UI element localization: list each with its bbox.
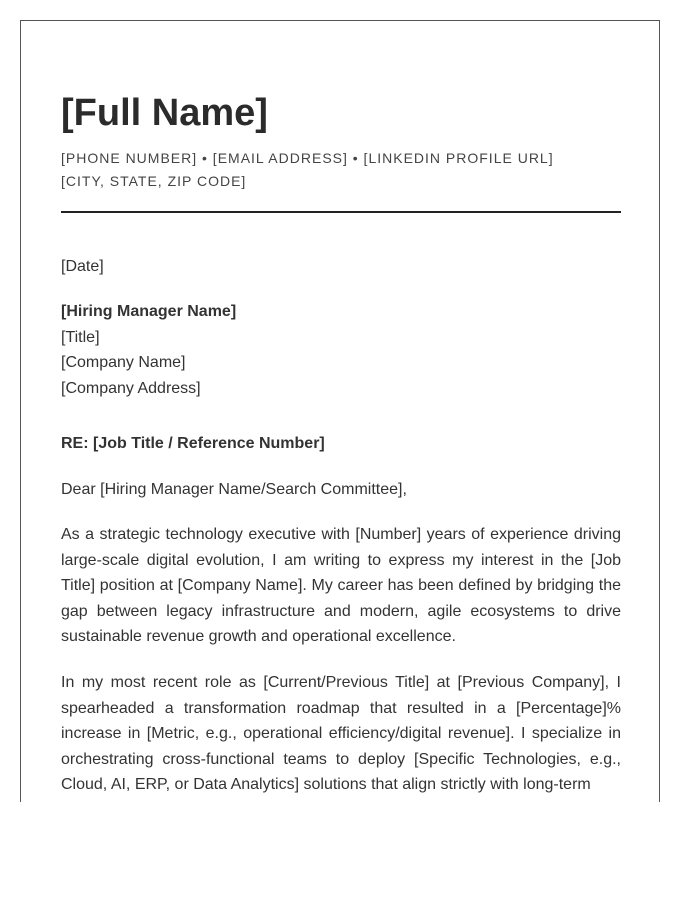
document-page: [20, 20, 660, 802]
body-paragraph-2: [61, 670, 621, 798]
contact-info: [61, 147, 621, 193]
header-divider: [61, 211, 621, 213]
company-address: [Company Address]: [61, 379, 201, 397]
contact-line-1: [PHONE NUMBER] • [EMAIL ADDRESS] • [LINKEDIN PROFILE URL]: [61, 150, 554, 166]
recipient-title: [Title]: [61, 328, 100, 346]
re-line: RE: [Job Title / Reference Number]: [61, 435, 325, 452]
hiring-manager-name: [Hiring Manager Name]: [61, 303, 237, 320]
body-paragraph-1: [61, 522, 621, 650]
paragraph-text: As a strategic technology executive with [Number] years of experience driving large-scale digital evolution, I am writing to express my interest in the [Job Title] position at [Company Name]. My career has been defined by bridging the gap between legacy infrastructure and modern, agile ecosystems to drive sustainable revenue growth and operational excellence.: [61, 526, 621, 646]
applicant-name: [Full Name]: [61, 92, 268, 134]
contact-line-2: [CITY, STATE, ZIP CODE]: [61, 173, 247, 189]
paragraph-text: In my most recent role as [Current/Previous Title] at [Previous Company], I spearheaded a transformation roadmap that resulted in a [Percentage]% increase in [Metric, e.g., operational efficiency/digital revenue]. I specialize in orchestrating cross-functional teams to deploy [Specific Technologies, e.g., Cloud, AI, ERP, or Data Analytics] solutions that align strictly with long-term: [61, 674, 621, 794]
letter-date: [Date]: [61, 258, 104, 275]
recipient-block: [61, 299, 621, 401]
salutation: Dear [Hiring Manager Name/Search Committee],: [61, 481, 407, 498]
company-name: [Company Name]: [61, 354, 186, 372]
